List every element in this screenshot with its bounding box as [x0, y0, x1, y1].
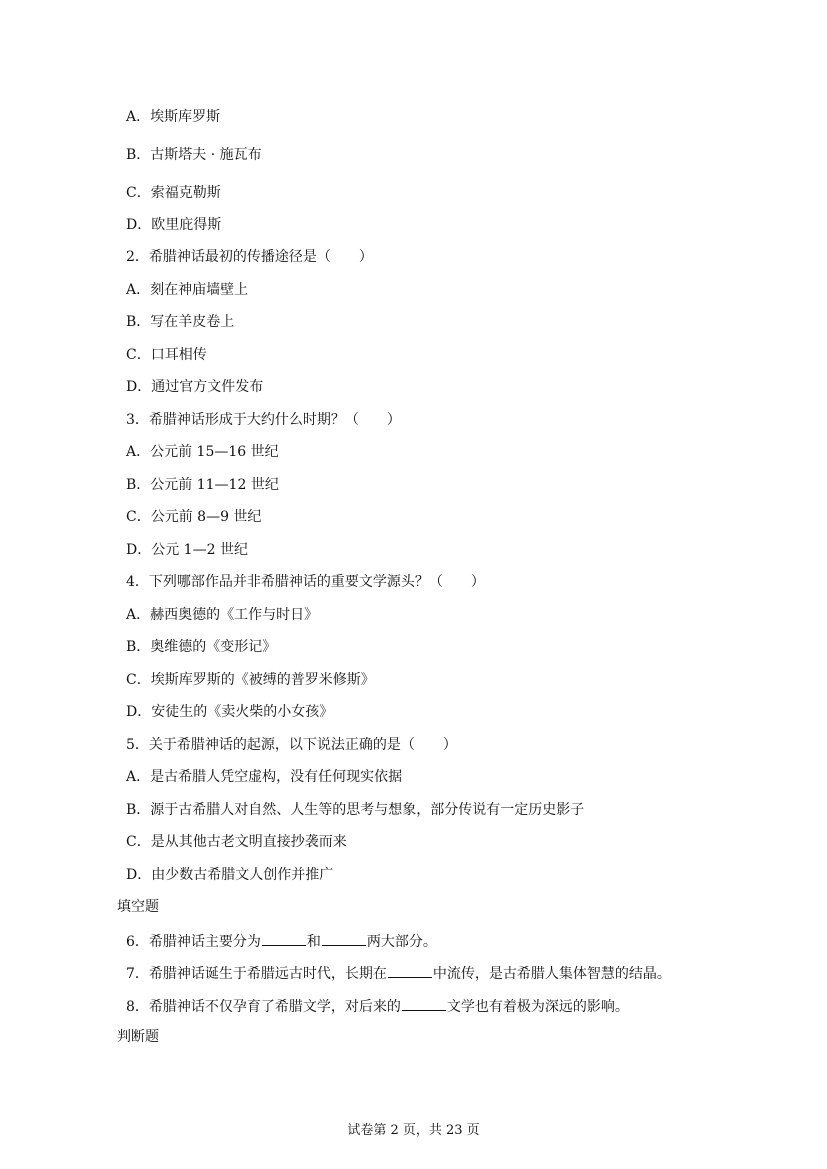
page-footer: 试卷第 2 页，共 23 页 — [347, 1123, 480, 1138]
option-4a: A．赫西奥德的《工作与时日》 — [126, 607, 319, 623]
option-5b: B．源于古希腊人对自然、人生等的思考与想象，部分传说有一定历史影子 — [126, 802, 585, 818]
option-1b: B．古斯塔夫 · 施瓦布 — [126, 147, 262, 163]
fill-6-text-3: 两大部分。 — [366, 934, 437, 950]
fill-7-text-2: 中流传，是古希腊人集体智慧的结晶。 — [432, 966, 671, 982]
option-4c: C．埃斯库罗斯的《被缚的普罗米修斯》 — [126, 672, 375, 688]
question-5-stem: 5．关于希腊神话的起源，以下说法正确的是（ ） — [126, 737, 457, 753]
answer-blank[interactable] — [402, 996, 446, 1011]
question-3-stem: 3．希腊神话形成于大约什么时期？（ ） — [126, 412, 401, 428]
option-1c: C．索福克勒斯 — [126, 185, 221, 201]
fill-8-text-2: 文学也有着极为深远的影响。 — [446, 999, 629, 1015]
option-2c: C．口耳相传 — [126, 347, 207, 363]
option-1a: A．埃斯库罗斯 — [126, 109, 221, 125]
fill-8-text-1: 8．希腊神话不仅孕育了希腊文学，对后来的 — [126, 999, 401, 1015]
option-1d: D．欧里庇得斯 — [126, 217, 222, 233]
judge-section-heading: 判断题 — [117, 1029, 159, 1045]
question-2-stem: 2．希腊神话最初的传播途径是（ ） — [126, 249, 373, 265]
fill-question-7 — [126, 963, 671, 983]
option-4b: B．奥维德的《变形记》 — [126, 639, 277, 655]
fill-section-heading: 填空题 — [117, 899, 159, 915]
option-5c: C．是从其他古老文明直接抄袭而来 — [126, 834, 347, 850]
question-4-stem: 4．下列哪部作品并非希腊神话的重要文学源头？（ ） — [126, 574, 485, 590]
option-3c: C．公元前 8—9 世纪 — [126, 509, 262, 525]
option-2d: D．通过官方文件发布 — [126, 379, 264, 395]
option-2a: A．刻在神庙墙壁上 — [126, 282, 249, 298]
option-3a: A．公元前 15—16 世纪 — [126, 444, 279, 460]
option-5a: A．是古希腊人凭空虚构，没有任何现实依据 — [126, 769, 403, 785]
fill-6-text-1: 6．希腊神话主要分为 — [126, 934, 261, 950]
answer-blank[interactable] — [322, 931, 366, 946]
option-5d: D．由少数古希腊文人创作并推广 — [126, 867, 334, 883]
option-3b: B．公元前 11—12 世纪 — [126, 477, 279, 493]
option-4d: D．安徒生的《卖火柴的小女孩》 — [126, 704, 334, 720]
fill-question-8 — [126, 996, 629, 1016]
answer-blank[interactable] — [388, 963, 432, 978]
fill-question-6 — [126, 931, 437, 951]
fill-6-text-2: 和 — [306, 934, 321, 950]
fill-7-text-1: 7．希腊神话诞生于希腊远古时代，长期在 — [126, 966, 387, 982]
option-3d: D．公元 1—2 世纪 — [126, 542, 248, 558]
option-2b: B．写在羊皮卷上 — [126, 314, 235, 330]
answer-blank[interactable] — [262, 931, 306, 946]
